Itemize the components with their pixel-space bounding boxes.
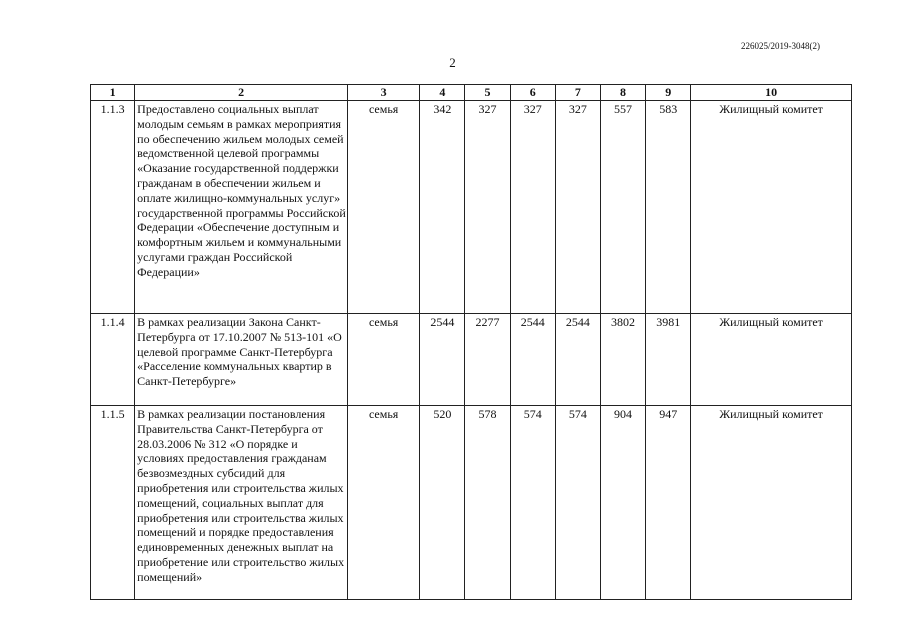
row-number: 1.1.3 <box>91 101 135 314</box>
row-responsible: Жилищный комитет <box>691 406 852 600</box>
row-value-5: 327 <box>465 101 510 314</box>
row-responsible: Жилищный комитет <box>691 101 852 314</box>
row-number: 1.1.4 <box>91 314 135 406</box>
row-description: В рамках реализации постановления Правительства Санкт-Петербурга от 28.03.2006 № 312 «О порядке и условиях предоставления гражданам безвозмездных субсидий для приобретения или строительства жилых помещений, социальных выплат для приобретения или строительства жилых помещений и порядке предоставления единовременных денежных выплат на приобретение или строительство жилых помещений» <box>135 406 348 600</box>
column-header-10: 10 <box>691 85 852 101</box>
row-unit: семья <box>348 406 420 600</box>
row-value-7: 327 <box>555 101 600 314</box>
row-value-4: 2544 <box>420 314 465 406</box>
column-header-6: 6 <box>510 85 555 101</box>
row-value-6: 574 <box>510 406 555 600</box>
table-row <box>91 406 852 600</box>
row-value-8: 557 <box>600 101 645 314</box>
column-header-8: 8 <box>600 85 645 101</box>
row-value-5: 578 <box>465 406 510 600</box>
row-description: Предоставлено социальных выплат молодым семьям в рамках мероприятия по обеспечению жильем молодых семей ведомственной целевой программы «Оказание государственной поддержки гражданам в обеспечении жильем и оплате жилищно-коммунальных услуг» государственной программы Российской Федерации «Обеспечение доступным и комфортным жильем и коммунальными услугами граждан Российской Федерации» <box>135 101 348 314</box>
row-value-9: 3981 <box>646 314 691 406</box>
column-header-5: 5 <box>465 85 510 101</box>
document-id: 226025/2019-3048(2) <box>741 41 820 51</box>
row-value-7: 2544 <box>555 314 600 406</box>
data-table <box>90 84 852 600</box>
row-value-7: 574 <box>555 406 600 600</box>
row-value-9: 583 <box>646 101 691 314</box>
table-row <box>91 314 852 406</box>
row-unit: семья <box>348 101 420 314</box>
row-value-4: 520 <box>420 406 465 600</box>
column-header-3: 3 <box>348 85 420 101</box>
row-value-6: 2544 <box>510 314 555 406</box>
row-number: 1.1.5 <box>91 406 135 600</box>
row-value-8: 3802 <box>600 314 645 406</box>
row-unit: семья <box>348 314 420 406</box>
column-header-9: 9 <box>646 85 691 101</box>
row-value-5: 2277 <box>465 314 510 406</box>
row-responsible: Жилищный комитет <box>691 314 852 406</box>
row-value-4: 342 <box>420 101 465 314</box>
column-header-7: 7 <box>555 85 600 101</box>
row-value-6: 327 <box>510 101 555 314</box>
row-value-9: 947 <box>646 406 691 600</box>
column-header-4: 4 <box>420 85 465 101</box>
page-number: 2 <box>449 55 456 70</box>
row-description: В рамках реализации Закона Санкт-Петербурга от 17.10.2007 № 513-101 «О целевой программе Санкт-Петербурга «Расселение коммунальных квартир в Санкт-Петербурге» <box>135 314 348 406</box>
row-value-8: 904 <box>600 406 645 600</box>
column-header-2: 2 <box>135 85 348 101</box>
column-header-1: 1 <box>91 85 135 101</box>
header-row <box>91 85 852 101</box>
table-row <box>91 101 852 314</box>
